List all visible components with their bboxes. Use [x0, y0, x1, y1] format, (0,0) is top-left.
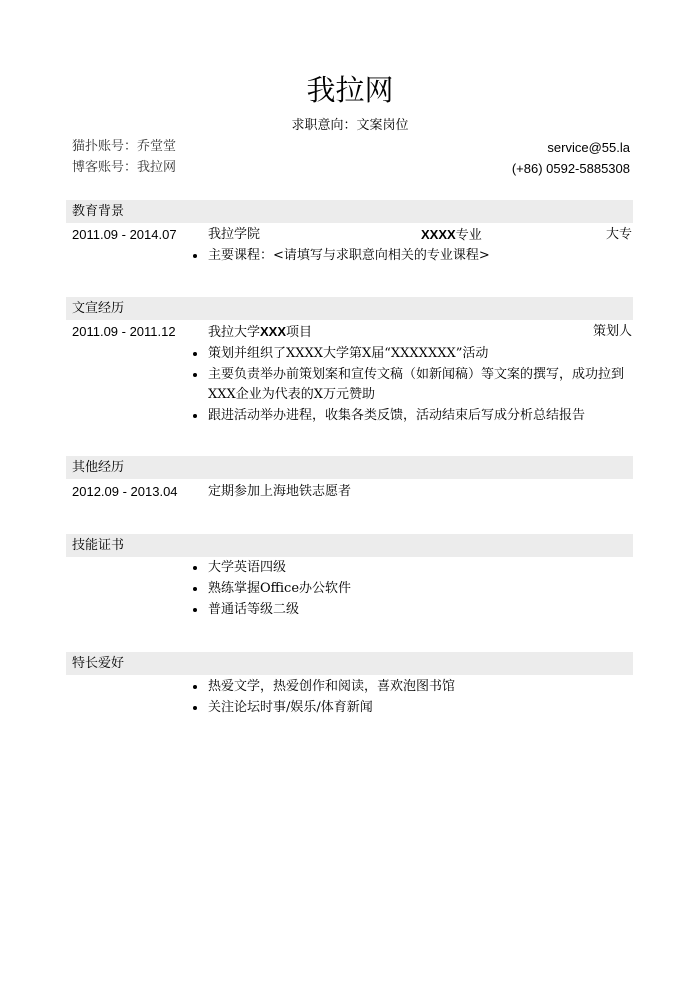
skills-bullets [193, 558, 633, 621]
education-entry [72, 225, 632, 245]
bullet-icon [193, 566, 197, 570]
hobbies-bullets [193, 677, 633, 719]
project-name: 我拉大学XXX项目 [208, 324, 313, 340]
school-name: 我拉学院 [208, 227, 261, 242]
section-header-hobbies [66, 652, 633, 675]
bullet-icon [193, 685, 197, 689]
degree: 大专 [605, 227, 632, 242]
other-date: 2012.09 - 2013.04 [72, 484, 178, 499]
bullet-icon [193, 352, 197, 356]
major-placeholder: XXXX [421, 227, 456, 242]
other-description: 定期参加上海地铁志愿者 [208, 484, 352, 499]
bullet-icon [193, 254, 197, 258]
experience-bullets [193, 344, 633, 427]
section-header-education [66, 200, 633, 223]
list-item: 热爱文学，热爱创作和阅读，喜欢泡图书馆 [193, 677, 633, 697]
major [421, 225, 482, 246]
bullet-icon [193, 608, 197, 612]
section-header-skills [66, 534, 633, 557]
contact-phone: (+86) 0592-5885308 [511, 161, 630, 176]
job-intent: 求职意向：文案岗位 [291, 118, 409, 133]
major-suffix: 专业 [455, 228, 482, 243]
list-item: 普通话等级二级 [193, 600, 633, 620]
list-item: 大学英语四级 [193, 558, 633, 578]
list-item: 策划并组织了XXXX大学第X届“XXXXXXX”活动 [193, 344, 633, 364]
list-item: 跟进活动举办进程，收集各类反馈，活动结束后写成分析总结报告 [193, 406, 633, 426]
bullet-icon [193, 414, 197, 418]
list-item: 熟练掌握Office办公软件 [193, 579, 633, 599]
list-item: 主要负责举办前策划案和宣传文稿（如新闻稿）等文案的撰写，成功拉到XXX企业为代表的X万元赞助 [193, 365, 633, 405]
list-item: 关注论坛时事/娱乐/体育新闻 [193, 698, 633, 718]
section-header-other [66, 456, 633, 479]
contact-blog-account: 博客账号：我拉网 [72, 160, 177, 175]
bullet-icon [193, 706, 197, 710]
education-bullets [193, 246, 633, 267]
other-entry [72, 482, 632, 502]
contact-mop-account: 猫扑账号：乔堂堂 [72, 139, 177, 154]
experience-entry [72, 322, 632, 342]
section-title: 特长爱好 [72, 656, 125, 671]
resume-name: 我拉网 [306, 73, 394, 107]
contact-email[interactable]: service@55.la [547, 140, 630, 155]
bullet-icon [193, 587, 197, 591]
section-title: 其他经历 [72, 460, 125, 475]
section-header-experience [66, 297, 633, 320]
section-title: 教育背景 [72, 204, 125, 219]
education-date: 2011.09 - 2014.07 [72, 227, 177, 242]
section-title: 技能证书 [72, 538, 125, 553]
experience-date: 2011.09 - 2011.12 [72, 324, 176, 339]
section-title: 文宣经历 [72, 301, 125, 316]
list-item: 主要课程：<请填写与求职意向相关的专业课程> [193, 246, 633, 266]
bullet-icon [193, 373, 197, 377]
role: 策划人 [592, 324, 632, 339]
